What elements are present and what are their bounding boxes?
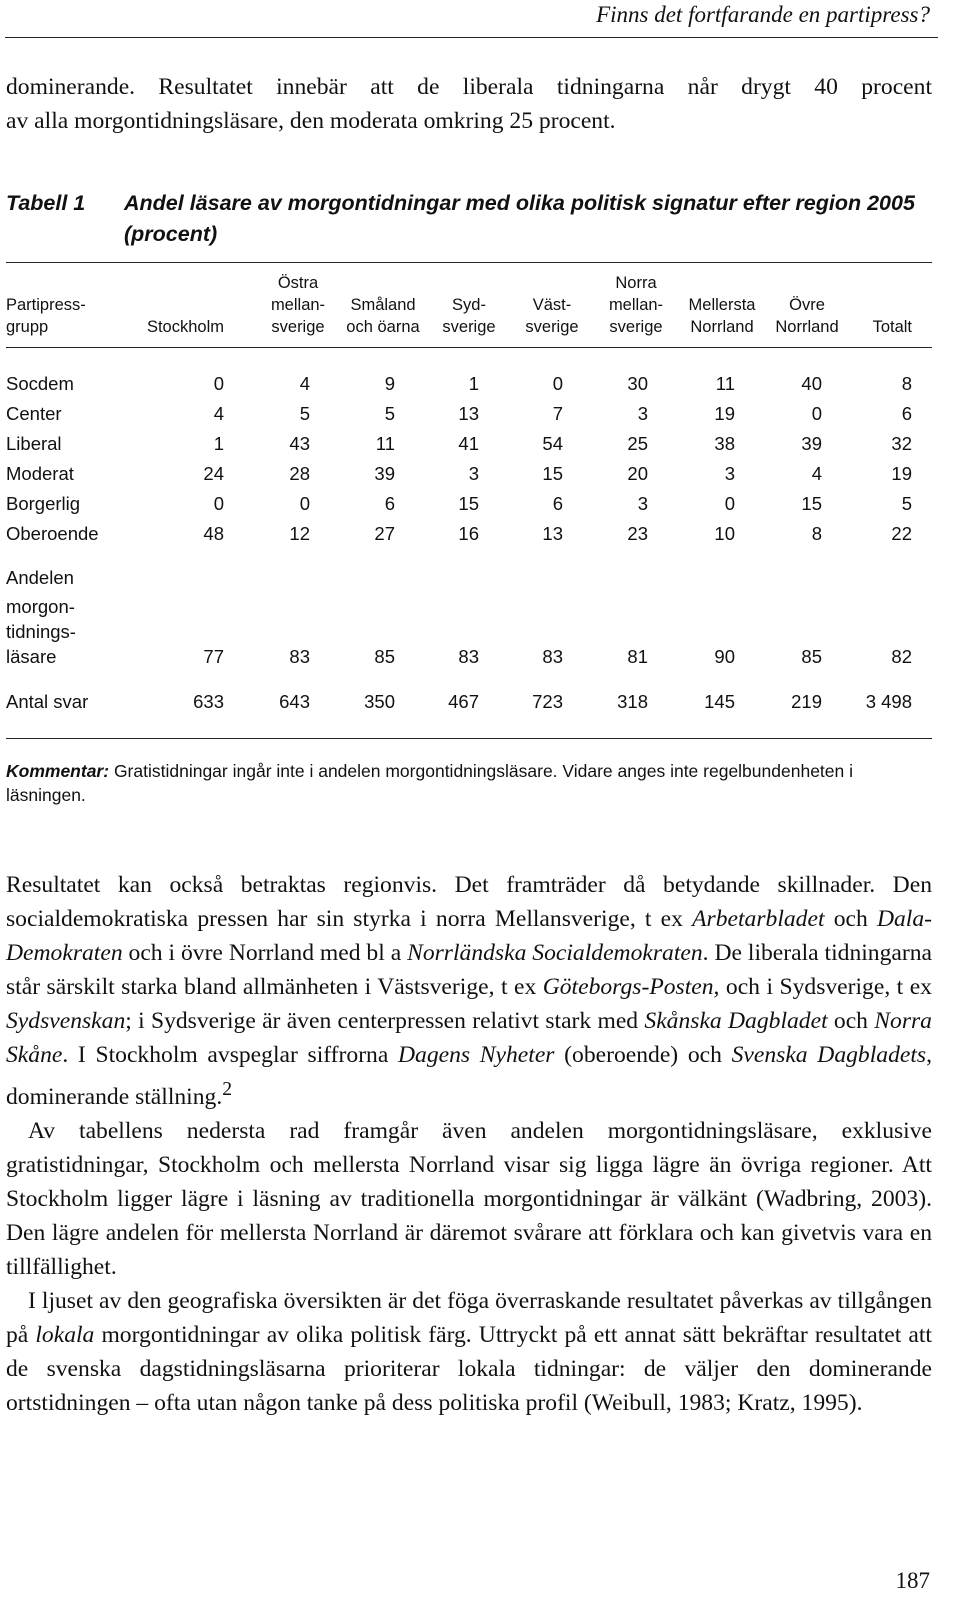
intro-paragraph bbox=[6, 70, 932, 138]
column-header: Totalt bbox=[872, 318, 912, 336]
table-cell: 19 bbox=[891, 463, 912, 484]
row-label: läsare bbox=[6, 646, 57, 667]
table-cell: 40 bbox=[801, 373, 822, 394]
row-label: Andelen bbox=[6, 567, 74, 588]
table-cell: 467 bbox=[448, 691, 479, 712]
table-cell: 7 bbox=[552, 403, 563, 424]
table-cell: 13 bbox=[458, 403, 479, 424]
table-cell: 1 bbox=[468, 373, 479, 394]
table-cell: 15 bbox=[542, 463, 563, 484]
table-cell: 85 bbox=[374, 646, 395, 667]
table-cell: 25 bbox=[627, 433, 648, 454]
row-header-label: Partipress- bbox=[6, 296, 86, 314]
table-cell: 1 bbox=[213, 433, 224, 454]
column-header: Övre bbox=[789, 296, 825, 314]
table-cell: 38 bbox=[714, 433, 735, 454]
table-cell: 22 bbox=[891, 523, 912, 544]
table-cell: 20 bbox=[627, 463, 648, 484]
table-cell: 5 bbox=[384, 403, 395, 424]
table-cell: 4 bbox=[299, 373, 310, 394]
column-header: och öarna bbox=[346, 318, 420, 336]
table-cell: 83 bbox=[542, 646, 563, 667]
row-label: Oberoende bbox=[6, 523, 99, 544]
row-header-label: grupp bbox=[6, 318, 49, 336]
table-cell: 54 bbox=[542, 433, 563, 454]
table-cell: 0 bbox=[213, 373, 224, 394]
table-cell: 633 bbox=[193, 691, 224, 712]
column-header: mellan- bbox=[270, 296, 326, 314]
intro-line: av alla morgontidningsläsare, den moderata omkring 25 procent. bbox=[6, 108, 616, 134]
column-header: mellan- bbox=[608, 296, 664, 314]
table-cell: 9 bbox=[384, 373, 395, 394]
table-cell: 85 bbox=[801, 646, 822, 667]
table-cell: 90 bbox=[714, 646, 735, 667]
column-header: Småland bbox=[350, 296, 416, 314]
table-cell: 83 bbox=[458, 646, 479, 667]
column-header: Stockholm bbox=[146, 318, 224, 336]
table-cell: 8 bbox=[901, 373, 912, 394]
table-cell: 43 bbox=[289, 433, 310, 454]
table-cell: 3 bbox=[724, 463, 735, 484]
table-cell: 0 bbox=[811, 403, 822, 424]
table-cell: 11 bbox=[715, 373, 735, 394]
table-cell: 19 bbox=[714, 403, 735, 424]
table-cell: 219 bbox=[791, 691, 822, 712]
table-cell: 28 bbox=[289, 463, 310, 484]
table-cell: 4 bbox=[213, 403, 224, 424]
row-label: morgon- bbox=[6, 596, 75, 617]
row-label: Socdem bbox=[6, 373, 74, 394]
table-cell: 83 bbox=[289, 646, 310, 667]
table-cell: 11 bbox=[375, 433, 395, 454]
page-number: 187 bbox=[895, 1568, 930, 1593]
paragraph-regional: Resultatet kan också betraktas regionvis. Det framträder då betydande skillnader. Den socialdemokratiska pressen har sin styrka i norra Mellansverige, t ex Arbetarbladet och Dala-Demokraten och i övre Norrland med bl a Norrländska Socialdemokraten. De liberala tidningarna står särskilt starka bland allmänheten i Västsverige, t ex Göteborgs-Posten, och i Sydsverige, t ex Sydsvenskan; i Sydsverige är även centerpressen relativt stark med Skånska Dagbladet och Norra Skåne. I Stockholm avspeglar siffrorna Dagens Nyheter (oberoende) och Svenska Dagbladets, dominerande ställning.$^2$ bbox=[6, 872, 932, 1110]
table-cell: 6 bbox=[901, 403, 912, 424]
table-cell: 318 bbox=[617, 691, 648, 712]
table-cell: 723 bbox=[532, 691, 563, 712]
table-cell: 13 bbox=[542, 523, 563, 544]
table-cell: 0 bbox=[299, 493, 310, 514]
table-cell: 3 bbox=[468, 463, 479, 484]
table-cell: 30 bbox=[627, 373, 648, 394]
row-label: Antal svar bbox=[6, 691, 89, 712]
column-header: Syd- bbox=[452, 296, 486, 314]
row-label: Liberal bbox=[6, 433, 62, 454]
row-label: Moderat bbox=[6, 463, 74, 484]
column-header: Väst- bbox=[532, 296, 572, 314]
row-label: Center bbox=[6, 403, 62, 424]
table-cell: 39 bbox=[801, 433, 822, 454]
table-cell: 3 bbox=[637, 493, 648, 514]
table-cell: 350 bbox=[364, 691, 395, 712]
table-cell: 32 bbox=[891, 433, 912, 454]
column-header: sverige bbox=[442, 318, 496, 336]
column-header: Mellersta bbox=[688, 296, 756, 314]
table-cell: 3 bbox=[637, 403, 648, 424]
column-header: sverige bbox=[609, 318, 663, 336]
table-cell: 6 bbox=[384, 493, 395, 514]
table-cell: 16 bbox=[458, 523, 479, 544]
body-text bbox=[6, 868, 932, 1420]
table-cell: 23 bbox=[627, 523, 648, 544]
table-cell: 145 bbox=[704, 691, 735, 712]
column-header: Östra bbox=[277, 274, 319, 292]
table-cell: 0 bbox=[724, 493, 735, 514]
table-cell: 82 bbox=[891, 646, 912, 667]
table-cell: 48 bbox=[203, 523, 224, 544]
table-cell: 77 bbox=[203, 646, 224, 667]
table-cell: 10 bbox=[714, 523, 735, 544]
table-cell: 0 bbox=[552, 373, 563, 394]
table-cell: 41 bbox=[458, 433, 479, 454]
running-header: Finns det fortfarande en partipress? bbox=[596, 2, 930, 27]
table-top-rule bbox=[6, 262, 932, 263]
table-cell: 24 bbox=[203, 463, 224, 484]
table-cell: 81 bbox=[627, 646, 648, 667]
table-cell: 5 bbox=[299, 403, 310, 424]
table-cell: 6 bbox=[552, 493, 563, 514]
table-caption: Andel läsare av morgontidningar med olika politisk signatur efter region 2005 (procent) bbox=[124, 191, 915, 246]
intro-line: dominerande. Resultatet innebär att de liberala tidningarna når drygt 40 procent bbox=[6, 74, 932, 100]
table-bottom-rule bbox=[6, 738, 932, 739]
comment-label: Kommentar: bbox=[6, 761, 110, 781]
column-header: Norrland bbox=[775, 318, 839, 336]
table-cell: 4 bbox=[811, 463, 822, 484]
table-cell: 5 bbox=[901, 493, 912, 514]
paragraph-local: I ljuset av den geografiska översikten är det föga överraskande resultatet påverkas av tillgången på lokala morgontidningar av olika politisk färg. Uttryckt på ett annat sätt bekräftar resultatet att de svenska dagstidningsläsarna prioriterar lokala tidningar: de väljer den dominerande ortstidningen – ofta utan någon tanke på dess politiska profil (Weibull, 1983; Kratz, 1995). bbox=[6, 1287, 932, 1416]
table-cell: 15 bbox=[458, 493, 479, 514]
column-header: Norra bbox=[615, 274, 657, 292]
table-header-rule bbox=[6, 347, 932, 348]
table-cell: 15 bbox=[801, 493, 822, 514]
row-label: Borgerlig bbox=[6, 493, 81, 514]
table-cell: 12 bbox=[289, 523, 310, 544]
table-cell: 643 bbox=[279, 691, 310, 712]
table-label: Tabell 1 bbox=[6, 191, 86, 215]
comment-text: Gratistidningar ingår inte i andelen morgontidningsläsare. Vidare anges inte regelbundenheten i läsningen. bbox=[6, 761, 853, 805]
table-cell: 39 bbox=[374, 463, 395, 484]
row-label: tidnings- bbox=[6, 621, 76, 642]
table-cell: 8 bbox=[811, 523, 822, 544]
header-rule bbox=[5, 37, 938, 38]
table-cell: 0 bbox=[213, 493, 224, 514]
table-cell: 3 498 bbox=[865, 691, 912, 712]
paragraph-share: Av tabellens nedersta rad framgår även andelen morgontidningsläsare, exklusive gratistidningar, Stockholm och mellersta Norrland visar sig ligga lägre än övriga regioner. Att Stockholm ligger lägre i läsning av traditionella morgontidningar är välkänt (Wadbring, 2003). Den lägre andelen för mellersta Norrland är däremot svårare att förklara och kan givetvis vara en tillfällighet. bbox=[6, 1117, 932, 1280]
column-header: sverige bbox=[525, 318, 579, 336]
table-cell: 27 bbox=[374, 523, 395, 544]
table-comment bbox=[6, 759, 932, 807]
column-header: sverige bbox=[271, 318, 325, 336]
column-header: Norrland bbox=[690, 318, 754, 336]
